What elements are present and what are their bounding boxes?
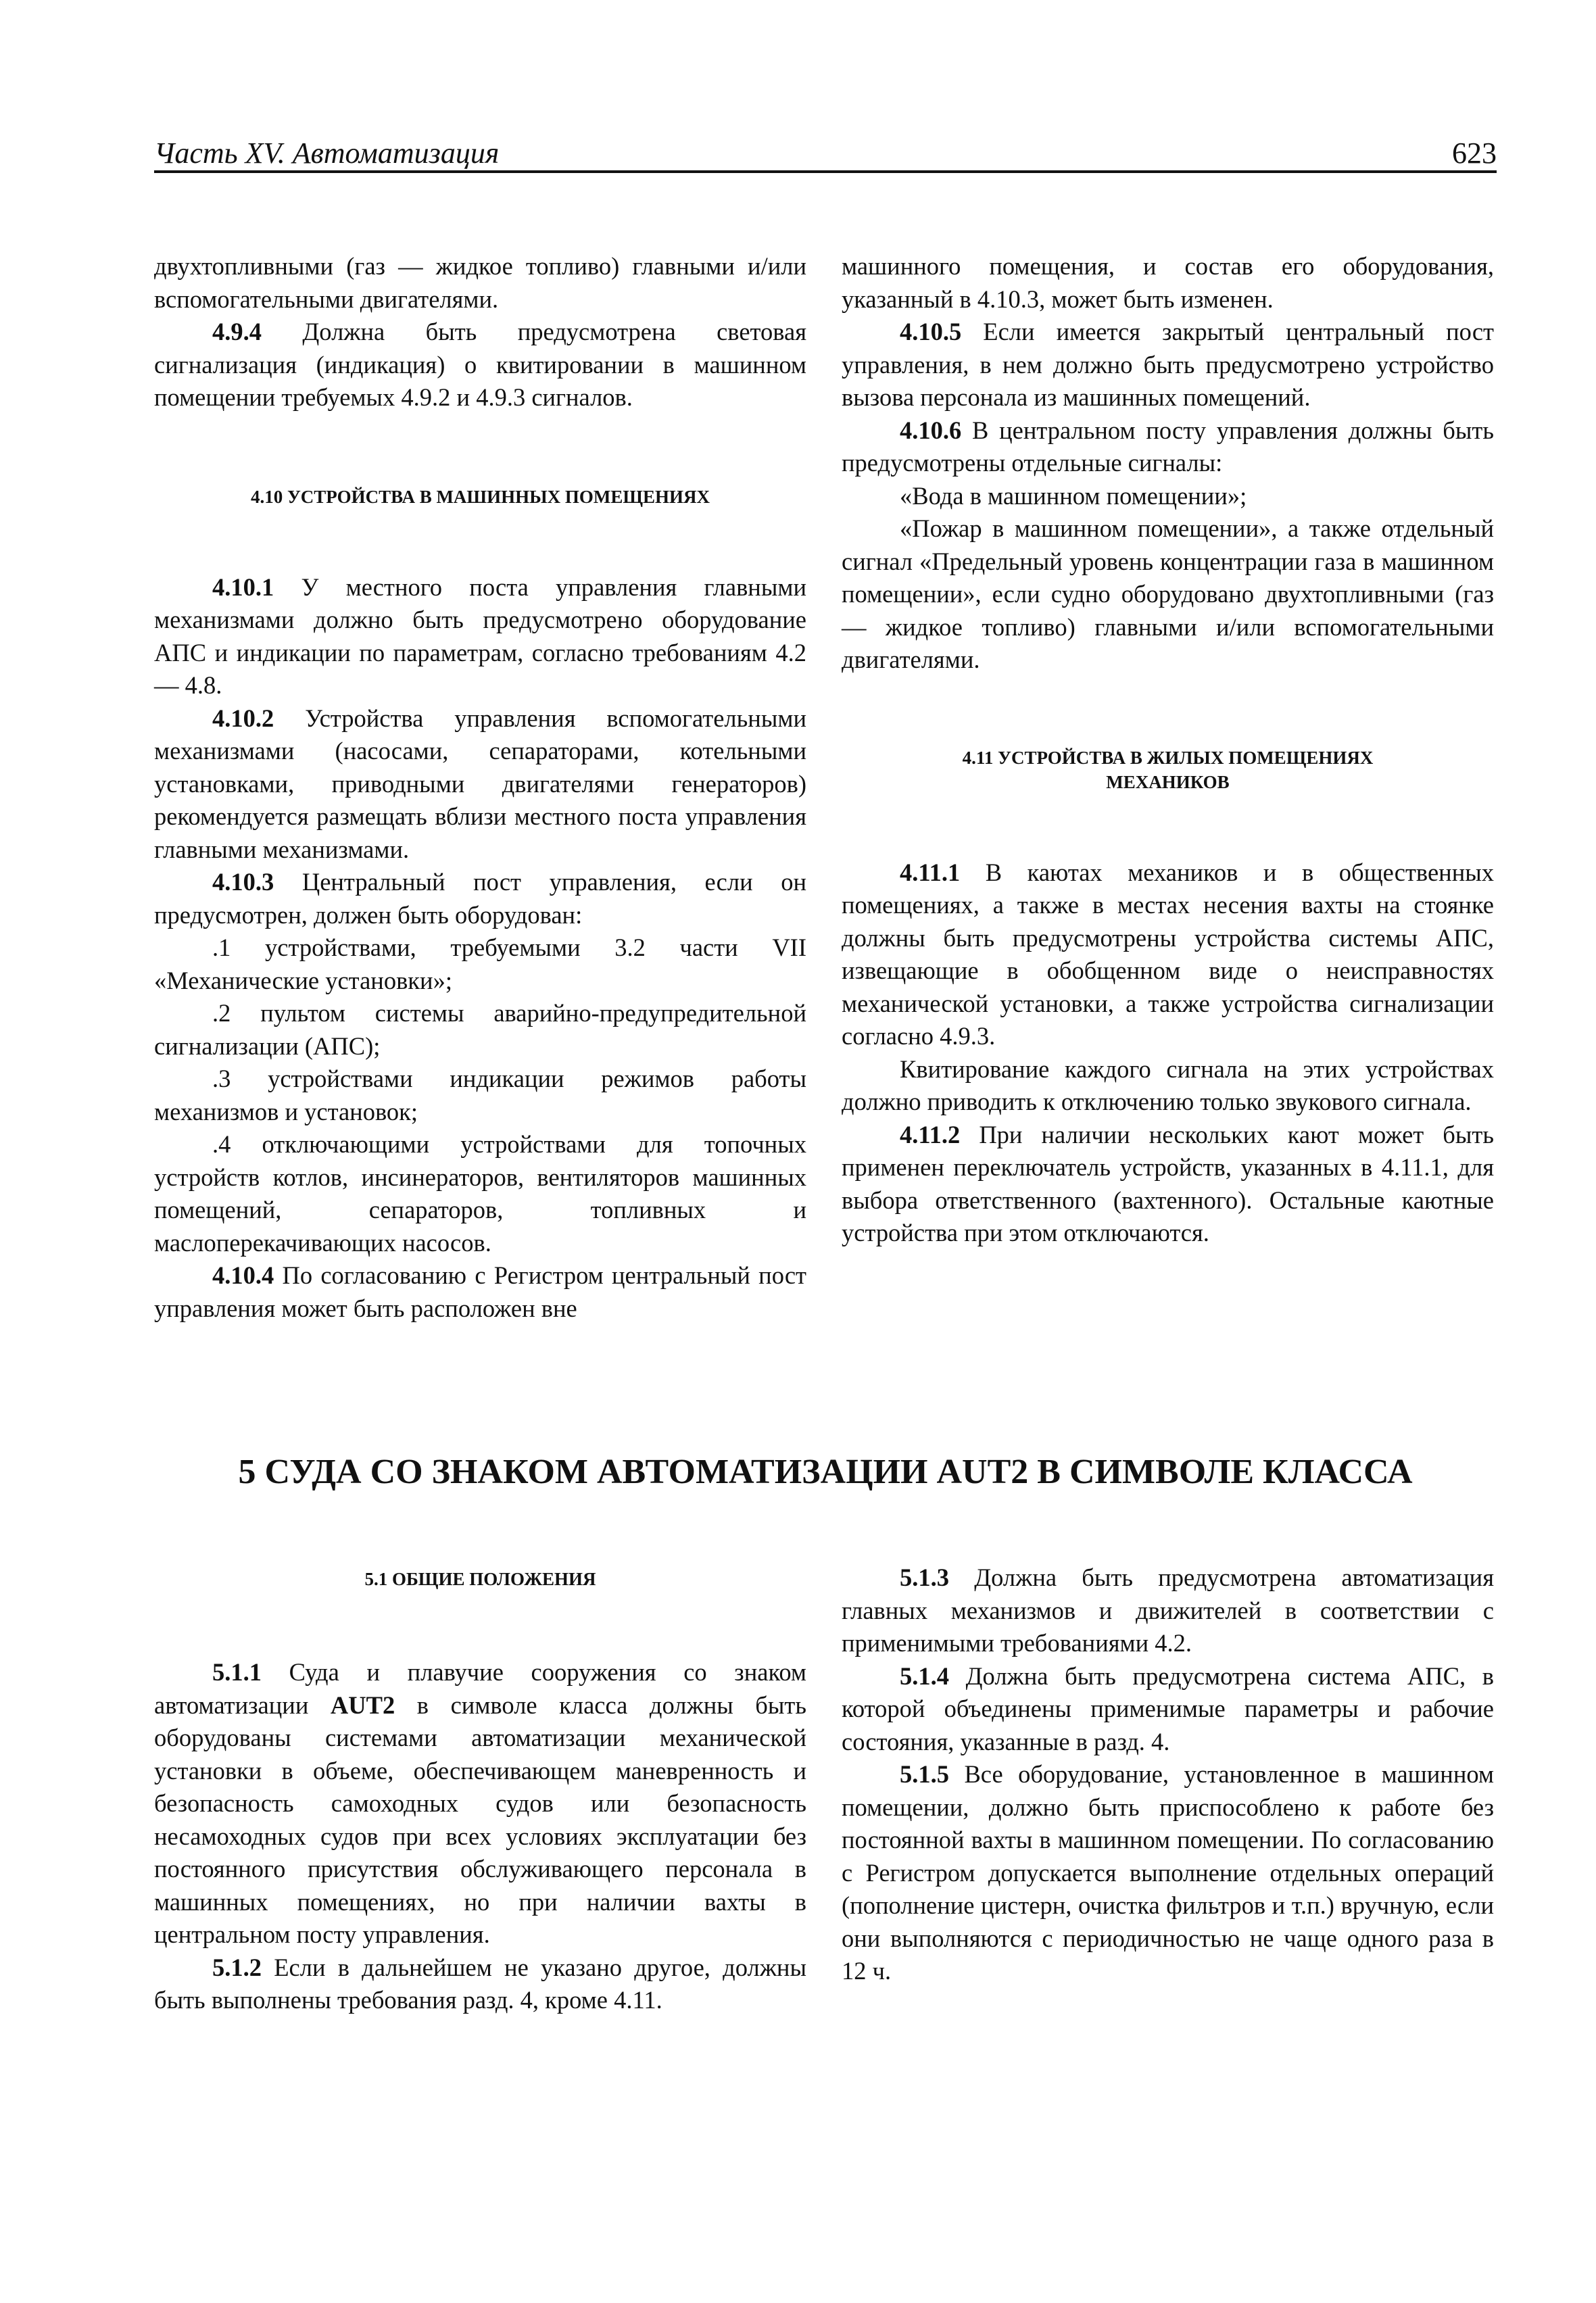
paragraph: двухтопливными (газ — жидкое топливо) главными и/или вспомогательными двигателями. xyxy=(154,252,806,313)
page-header xyxy=(154,128,1497,173)
paragraph-4-11-2: 4.11.2 При наличии нескольких кают может быть применен переключатель устройств, указанных в 4.11.1, для выбора ответственного (вахтенного). Остальные каютные устройства при этом отключаются. xyxy=(842,1120,1494,1246)
quote-2: «Пожар в машинном помещении», а также отдельный сигнал «Предельный уровень концентрации газа в машинном помещении», если судно оборудовано двухтопливными (газ — жидкое топливо) главными и/или вспомогательными двигателями. xyxy=(842,514,1494,673)
section-heading-4-10: 4.10 УСТРОЙСТВА В МАШИННЫХ ПОМЕЩЕНИЯХ xyxy=(250,486,710,507)
paragraph-5-1-3: 5.1.3 Должна быть предусмотрена автоматизация главных механизмов и движителей в соответствии с применимыми требованиями 4.2. xyxy=(842,1563,1494,1657)
page-number: 623 xyxy=(1452,137,1497,170)
paragraph-5-1-5: 5.1.5 Все оборудование, установленное в машинном помещении, должно быть приспособлено к работе без постоянной вахты в машинном помещении. По согласованию с Регистром допускается выполнение отдельных операций (пополнение цистерн, очистка фильтров и т.п.) вручную, если они выполняются с периодичностью не чаще одного раза в 12 ч. xyxy=(842,1760,1494,1985)
paragraph-4-10-2: 4.10.2 Устройства управления вспомогательными механизмами (насосами, сепараторами, котельными установками, приводными двигателями генераторов) рекомендуется размещать вблизи местного поста управления главными механизмами. xyxy=(154,704,806,863)
paragraph-4-10-6: 4.10.6 В центральном посту управления должны быть предусмотрены отдельные сигналы: xyxy=(842,416,1494,477)
paragraph-4-9-4: 4.9.4 Должна быть предусмотрена световая сигнализация (индикация) о квитировании в машинном помещении требуемых 4.9.2 и 4.9.3 сигналов. xyxy=(154,318,806,411)
top-right-column xyxy=(842,250,1494,1250)
paragraph-4-11-1: 4.11.1 В каютах механиков и в общественных помещениях, а также в местах несения вахты на стоянке должны быть предусмотрены устройства системы АПС, извещающие в обобщенном виде о неисправностях механической установки, а также устройства сигнализации согласно 4.9.3. xyxy=(842,858,1494,1050)
chapter-title: 5 СУДА СО ЗНАКОМ АВТОМАТИЗАЦИИ AUT2 В СИМВОЛЕ КЛАССА xyxy=(238,1453,1413,1491)
section-heading-4-11 xyxy=(842,746,1494,794)
top-left-column xyxy=(154,250,806,1325)
section-heading-5-1: 5.1 ОБЩИЕ ПОЛОЖЕНИЯ xyxy=(364,1569,596,1589)
list-item-2: .2 пультом системы аварийно-предупредительной сигнализации (АПС); xyxy=(154,999,806,1060)
list-item-4: .4 отключающими устройствами для топочных устройств котлов, инсинераторов, вентиляторов машинных помещений, сепараторов, топливных и маслоперекачивающих насосов. xyxy=(154,1130,806,1257)
paragraph-4-10-3: 4.10.3 Центральный пост управления, если он предусмотрен, должен быть оборудован: xyxy=(154,868,806,929)
list-item-3: .3 устройствами индикации режимов работы механизмов и установок; xyxy=(154,1065,806,1125)
paragraph: машинного помещения, и состав его оборудования, указанный в 4.10.3, может быть изменен. xyxy=(842,252,1494,313)
paragraph-4-10-4: 4.10.4 По согласованию с Регистром центральный пост управления может быть расположен вне xyxy=(154,1261,806,1322)
paragraph: Квитирование каждого сигнала на этих устройствах должно приводить к отключению только звукового сигнала. xyxy=(842,1054,1494,1115)
section-heading-line: МЕХАНИКОВ xyxy=(1106,771,1230,792)
paragraph-5-1-2: 5.1.2 Если в дальнейшем не указано другое, должны быть выполнены требования разд. 4, кроме 4.11. xyxy=(154,1953,806,2014)
bottom-right-column xyxy=(842,1561,1494,1988)
section-heading-line: 4.11 УСТРОЙСТВА В ЖИЛЫХ ПОМЕЩЕНИЯХ xyxy=(962,747,1374,768)
running-title: Часть XV. Автоматизация xyxy=(154,137,500,170)
bottom-left-column xyxy=(154,1567,806,2017)
paragraph-5-1-1: 5.1.1 Суда и плавучие сооружения со знаком автоматизации AUT2 в символе класса должны быть оборудованы системами автоматизации механической установки в объеме, обеспечивающем маневренность и безопасность самоходных судов или безопасность несамоходных судов при всех условиях эксплуатации без постоянного присутствия обслуживающего персонала в машинных помещениях, но при наличии вахты в центральном посту управления. xyxy=(154,1658,806,1948)
quote-1: «Вода в машинном помещении»; xyxy=(900,481,1247,510)
paragraph-5-1-4: 5.1.4 Должна быть предусмотрена система АПС, в которой объединены применимые параметры и рабочие состояния, указанные в разд. 4. xyxy=(842,1662,1494,1755)
paragraph-4-10-5: 4.10.5 Если имеется закрытый центральный пост управления, в нем должно быть предусмотрено устройство вызова персонала из машинных помещений. xyxy=(842,318,1494,411)
paragraph-4-10-1: 4.10.1 У местного поста управления главными механизмами должно быть предусмотрено оборудование АПС и индикации по параметрам, согласно требованиям 4.2 — 4.8. xyxy=(154,573,806,699)
list-item-1: .1 устройствами, требуемыми 3.2 части VII «Механические установки»; xyxy=(154,934,806,994)
